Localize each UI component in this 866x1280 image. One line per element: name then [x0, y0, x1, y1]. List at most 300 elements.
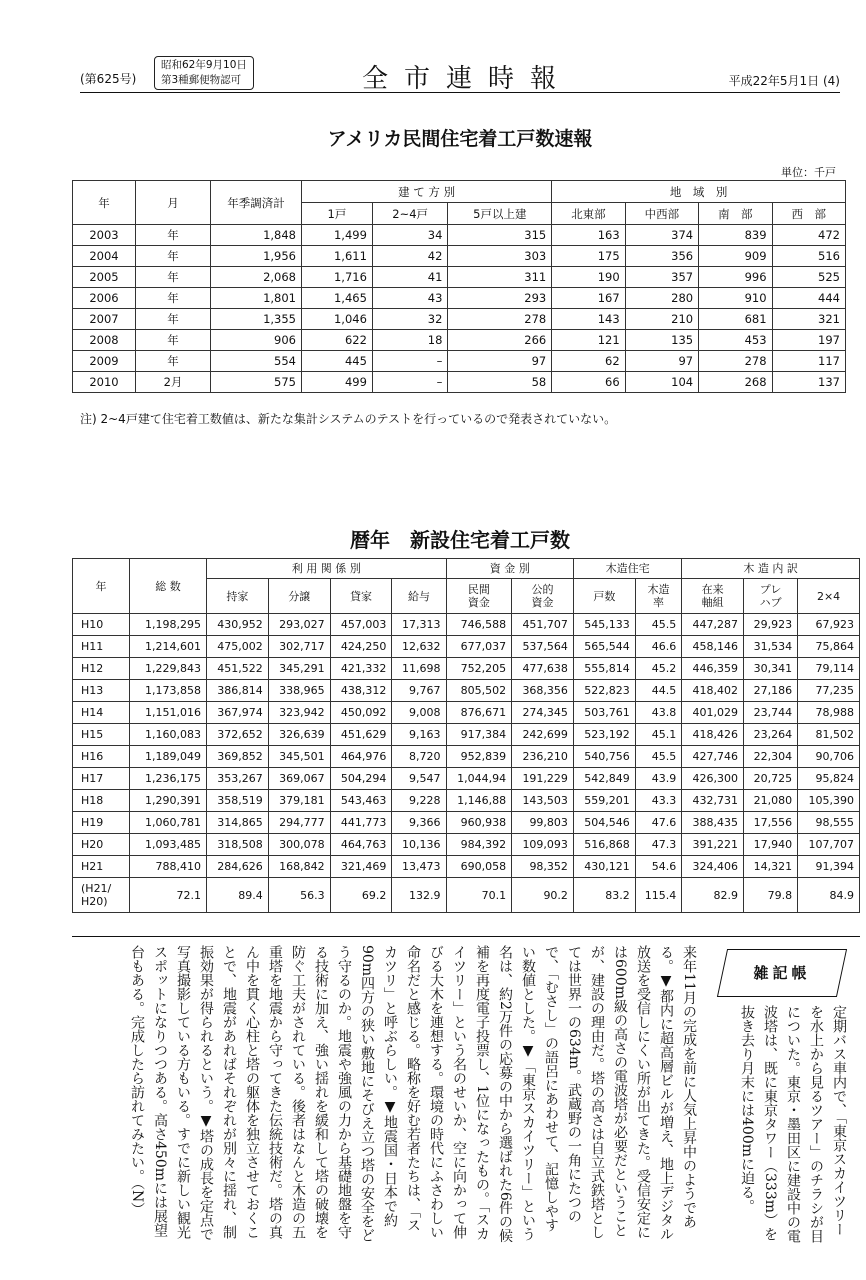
- cell-mw: 357: [625, 267, 698, 288]
- cell-rate: 45.5: [635, 614, 681, 636]
- cell-five: 58: [448, 372, 552, 393]
- cell-tbf: 95,824: [798, 768, 860, 790]
- header-seasonal-total: 年季調済計: [211, 181, 302, 225]
- cell-total: 1,236,175: [130, 768, 207, 790]
- cell-priv: 876,671: [446, 702, 512, 724]
- cell-ne: 190: [552, 267, 625, 288]
- cell-year: 2007: [73, 309, 136, 330]
- table-row: [73, 856, 860, 878]
- cell-rate: 44.5: [635, 680, 681, 702]
- cell-y: H13: [73, 680, 130, 702]
- cell-conv: 418,402: [682, 680, 744, 702]
- cell-month: 年: [136, 267, 211, 288]
- cell-month: 年: [136, 246, 211, 267]
- cell-pub: 242,699: [512, 724, 574, 746]
- cell-mw: 104: [625, 372, 698, 393]
- cell-wood: 503,761: [573, 702, 635, 724]
- cell-ne: 167: [552, 288, 625, 309]
- cell-total: 72.1: [130, 878, 207, 913]
- table-row: [73, 878, 860, 913]
- cell-year: 2006: [73, 288, 136, 309]
- cell-five: 311: [448, 267, 552, 288]
- cell-one: 1,716: [302, 267, 373, 288]
- cell-year: 2003: [73, 225, 136, 246]
- cell-tbf: 75,864: [798, 636, 860, 658]
- cell-one: 1,046: [302, 309, 373, 330]
- cell-tbf: 67,923: [798, 614, 860, 636]
- cell-tbf: 90,706: [798, 746, 860, 768]
- cell-rent: 464,976: [330, 746, 392, 768]
- cell-y: H11: [73, 636, 130, 658]
- us-housing-rows: [73, 225, 846, 393]
- cell-ne: 175: [552, 246, 625, 267]
- cell-s: 681: [699, 309, 772, 330]
- cell-own: 451,522: [207, 658, 269, 680]
- cell-total: 1,151,016: [130, 702, 207, 724]
- cell-rent: 421,332: [330, 658, 392, 680]
- unit-label: 単位：千戸: [781, 166, 836, 179]
- cell-rate: 43.3: [635, 790, 681, 812]
- header-usage: 利 用 関 係 別: [207, 559, 447, 579]
- header-region: 地 域 別: [552, 181, 846, 203]
- cell-year: 2008: [73, 330, 136, 351]
- cell-issued: 10,136: [392, 834, 446, 856]
- header-prefab: プレ ハブ: [744, 579, 798, 614]
- header-midwest: 中西部: [625, 203, 698, 225]
- header-wood-units: 戸数: [573, 579, 635, 614]
- cell-mw: 210: [625, 309, 698, 330]
- postal-permit-date: 昭和62年9月10日: [161, 59, 247, 71]
- header-month: 月: [136, 181, 211, 225]
- table-row: [73, 614, 860, 636]
- cell-priv: 752,205: [446, 658, 512, 680]
- cell-five: 293: [448, 288, 552, 309]
- cell-sale: 326,639: [268, 724, 330, 746]
- cell-w: 525: [772, 267, 845, 288]
- cell-tbf: 77,235: [798, 680, 860, 702]
- cell-one: 1,611: [302, 246, 373, 267]
- cell-tbf: 84.9: [798, 878, 860, 913]
- cell-two: –: [372, 372, 448, 393]
- cell-rent: 457,003: [330, 614, 392, 636]
- cell-s: 278: [699, 351, 772, 372]
- cell-y: H17: [73, 768, 130, 790]
- cell-sale: 379,181: [268, 790, 330, 812]
- header-two-by-four: 2×4: [798, 579, 860, 614]
- cell-priv: 917,384: [446, 724, 512, 746]
- cell-own: 318,508: [207, 834, 269, 856]
- cell-pub: 90.2: [512, 878, 574, 913]
- cell-y: (H21/ H20): [73, 878, 130, 913]
- cell-own: 89.4: [207, 878, 269, 913]
- cell-year: 2009: [73, 351, 136, 372]
- cell-rent: 543,463: [330, 790, 392, 812]
- cell-conv: 388,435: [682, 812, 744, 834]
- cell-pub: 99,803: [512, 812, 574, 834]
- table-row: [73, 746, 860, 768]
- cell-priv: 1,044,94: [446, 768, 512, 790]
- header-fund: 資 金 別: [446, 559, 573, 579]
- cell-wood: 540,756: [573, 746, 635, 768]
- cell-issued: 17,313: [392, 614, 446, 636]
- cell-two: –: [372, 351, 448, 372]
- cell-issued: 9,767: [392, 680, 446, 702]
- cell-pre: 23,264: [744, 724, 798, 746]
- cell-year: 2010: [73, 372, 136, 393]
- cell-pub: 98,352: [512, 856, 574, 878]
- cell-two: 32: [372, 309, 448, 330]
- cell-wood: 504,546: [573, 812, 635, 834]
- cell-five: 97: [448, 351, 552, 372]
- cell-conv: 82.9: [682, 878, 744, 913]
- header-private-fund: 民間 資金: [446, 579, 512, 614]
- cell-one: 499: [302, 372, 373, 393]
- cell-total: 1,060,781: [130, 812, 207, 834]
- cell-priv: 677,037: [446, 636, 512, 658]
- cell-s: 453: [699, 330, 772, 351]
- table-row: [73, 351, 846, 372]
- table-row: [73, 724, 860, 746]
- cell-y: H16: [73, 746, 130, 768]
- cell-w: 472: [772, 225, 845, 246]
- cell-total: 1,093,485: [130, 834, 207, 856]
- cell-own: 369,852: [207, 746, 269, 768]
- cell-issued: 9,366: [392, 812, 446, 834]
- cell-w: 197: [772, 330, 845, 351]
- cell-s: 910: [699, 288, 772, 309]
- cell-tbf: 81,502: [798, 724, 860, 746]
- cell-rent: 69.2: [330, 878, 392, 913]
- cell-month: 年: [136, 351, 211, 372]
- housing-starts-title: 暦年 新設住宅着工戸数: [350, 528, 570, 552]
- cell-pre: 79.8: [744, 878, 798, 913]
- newspaper-title: 全市連時報: [362, 64, 573, 94]
- cell-issued: 12,632: [392, 636, 446, 658]
- cell-pre: 17,556: [744, 812, 798, 834]
- cell-rate: 43.8: [635, 702, 681, 724]
- header-one-unit: 1戸: [302, 203, 373, 225]
- cell-wood: 523,192: [573, 724, 635, 746]
- cell-priv: 952,839: [446, 746, 512, 768]
- cell-rent: 438,312: [330, 680, 392, 702]
- cell-issued: 9,547: [392, 768, 446, 790]
- cell-sale: 369,067: [268, 768, 330, 790]
- cell-rate: 43.9: [635, 768, 681, 790]
- cell-five: 278: [448, 309, 552, 330]
- cell-wood: 542,849: [573, 768, 635, 790]
- cell-month: 年: [136, 309, 211, 330]
- cell-tbf: 107,707: [798, 834, 860, 856]
- cell-rent: 450,092: [330, 702, 392, 724]
- cell-ne: 121: [552, 330, 625, 351]
- cell-w: 516: [772, 246, 845, 267]
- cell-priv: 70.1: [446, 878, 512, 913]
- cell-own: 367,974: [207, 702, 269, 724]
- cell-one: 622: [302, 330, 373, 351]
- cell-total: 1,956: [211, 246, 302, 267]
- header-conventional: 在来 軸組: [682, 579, 744, 614]
- cell-wood: 565,544: [573, 636, 635, 658]
- header-south: 南 部: [699, 203, 772, 225]
- cell-y: H15: [73, 724, 130, 746]
- cell-conv: 391,221: [682, 834, 744, 856]
- cell-priv: 690,058: [446, 856, 512, 878]
- cell-rent: 451,629: [330, 724, 392, 746]
- cell-own: 475,002: [207, 636, 269, 658]
- cell-mw: 97: [625, 351, 698, 372]
- cell-pre: 20,725: [744, 768, 798, 790]
- cell-pre: 17,940: [744, 834, 798, 856]
- cell-sale: 302,717: [268, 636, 330, 658]
- cell-y: H12: [73, 658, 130, 680]
- cell-pre: 14,321: [744, 856, 798, 878]
- cell-mw: 374: [625, 225, 698, 246]
- cell-issued: 13,473: [392, 856, 446, 878]
- cell-two: 43: [372, 288, 448, 309]
- cell-w: 137: [772, 372, 845, 393]
- cell-total: 1,198,295: [130, 614, 207, 636]
- cell-priv: 984,392: [446, 834, 512, 856]
- cell-wood: 83.2: [573, 878, 635, 913]
- cell-total: 906: [211, 330, 302, 351]
- us-housing-title: アメリカ民間住宅着工戸数速報: [327, 128, 593, 150]
- cell-w: 321: [772, 309, 845, 330]
- cell-rate: 47.6: [635, 812, 681, 834]
- cell-tbf: 105,390: [798, 790, 860, 812]
- cell-sale: 323,942: [268, 702, 330, 724]
- column-article: [72, 936, 860, 1257]
- cell-conv: 427,746: [682, 746, 744, 768]
- cell-pre: 27,186: [744, 680, 798, 702]
- cell-five: 315: [448, 225, 552, 246]
- cell-total: 1,801: [211, 288, 302, 309]
- cell-five: 303: [448, 246, 552, 267]
- cell-y: H20: [73, 834, 130, 856]
- cell-five: 266: [448, 330, 552, 351]
- cell-y: H21: [73, 856, 130, 878]
- cell-conv: 401,029: [682, 702, 744, 724]
- cell-conv: 432,731: [682, 790, 744, 812]
- cell-rent: 504,294: [330, 768, 392, 790]
- table-row: [73, 372, 846, 393]
- cell-total: 554: [211, 351, 302, 372]
- cell-total: 1,355: [211, 309, 302, 330]
- cell-own: 284,626: [207, 856, 269, 878]
- table-row: [73, 309, 846, 330]
- cell-sale: 345,291: [268, 658, 330, 680]
- cell-total: 1,189,049: [130, 746, 207, 768]
- cell-conv: 426,300: [682, 768, 744, 790]
- header-owned: 持家: [207, 579, 269, 614]
- table-row: [73, 702, 860, 724]
- cell-conv: 418,426: [682, 724, 744, 746]
- cell-pub: 143,503: [512, 790, 574, 812]
- header-west: 西 部: [772, 203, 845, 225]
- cell-rate: 45.1: [635, 724, 681, 746]
- cell-one: 1,499: [302, 225, 373, 246]
- cell-month: 2月: [136, 372, 211, 393]
- cell-issued: 8,720: [392, 746, 446, 768]
- column-main-text: 来年11月の完成を前に人気上昇中のようである。▼都内に超高層ビルが増え、地上デジタル放送を受信しにくい所が出てきた。受信安定には600m級の高さの電波塔が必要だということが、建設の理由だ。塔の高さは自立式鉄塔としては世界一の634m。武蔵野の一角にたつので、「むさし」の語呂にあわせて、記憶しやすい数値とした。▼「東京スカイツリー」という名は、約2万件の応募の中から選ばれた6件の候補を再度電子投票し、1位になったもの。「スカイツリー」という名のせいか、空に向かって伸びる大木を連想する。環境の時代にふさわしい命名だと感じる。略称を好む若者たちは、「スカツリ」と呼ぶらしい。▼地震国・日本で約90m四方の狭い敷地にそびえ立つ塔の安全をどう守るのか。地震や強風の力から基礎地盤を守る技術に加え、強い揺れを緩和して塔の破壊を防ぐ工夫がされている。後者はなんと木造の五重塔を地震から守ってきた伝統技術だ。塔の真ん中を貫く心柱と塔の躯体を独立させておくことで、地震があればそれぞれが別々に揺れ、制振効果が得られるという。▼塔の成長を定点で写真撮影している方もいる。すでに新しい観光スポットになりつつある。高さ450mには展望台もある。完成したら訪れてみたい。（N）: [129, 945, 697, 1243]
- cell-rate: 115.4: [635, 878, 681, 913]
- cell-total: 1,214,601: [130, 636, 207, 658]
- cell-total: 575: [211, 372, 302, 393]
- header-build-type: 建 て 方 別: [302, 181, 552, 203]
- header-wooden-housing: 木造住宅: [573, 559, 681, 579]
- cell-y: H18: [73, 790, 130, 812]
- column-opening-text: 定期バス車内で、「東京スカイツリーを水上から見るツアー」のチラシが目についた。東京・墨田区に建設中の電波塔は、既に東京タワー（333m）を抜き去り月末には400mに迫る。: [739, 1005, 847, 1243]
- header-year: 年: [73, 181, 136, 225]
- cell-wood: 516,868: [573, 834, 635, 856]
- header-year: 年: [73, 559, 130, 614]
- cell-ne: 143: [552, 309, 625, 330]
- cell-mw: 280: [625, 288, 698, 309]
- table-row: [73, 288, 846, 309]
- cell-total: 1,173,858: [130, 680, 207, 702]
- cell-rent: 424,250: [330, 636, 392, 658]
- cell-own: 430,952: [207, 614, 269, 636]
- table-row: [73, 246, 846, 267]
- cell-tbf: 78,988: [798, 702, 860, 724]
- cell-pub: 477,638: [512, 658, 574, 680]
- cell-y: H10: [73, 614, 130, 636]
- cell-y: H19: [73, 812, 130, 834]
- cell-rate: 54.6: [635, 856, 681, 878]
- header-rental: 貸家: [330, 579, 392, 614]
- cell-priv: 746,588: [446, 614, 512, 636]
- cell-wood: 555,814: [573, 658, 635, 680]
- cell-total: 1,848: [211, 225, 302, 246]
- cell-sale: 294,777: [268, 812, 330, 834]
- header-wood-breakdown: 木 造 内 訳: [682, 559, 860, 579]
- cell-own: 386,814: [207, 680, 269, 702]
- housing-starts-table: [72, 558, 860, 913]
- cell-priv: 805,502: [446, 680, 512, 702]
- cell-rent: 321,469: [330, 856, 392, 878]
- table-note: 注) 2~4戸建て住宅着工数値は、新たな集計システムのテストを行っているので発表されていない。: [80, 412, 617, 426]
- cell-sale: 56.3: [268, 878, 330, 913]
- masthead: [80, 52, 840, 98]
- cell-total: 1,160,083: [130, 724, 207, 746]
- cell-priv: 1,146,88: [446, 790, 512, 812]
- cell-rent: 441,773: [330, 812, 392, 834]
- column-badge: [717, 949, 847, 997]
- cell-year: 2005: [73, 267, 136, 288]
- cell-pre: 31,534: [744, 636, 798, 658]
- cell-issued: 9,228: [392, 790, 446, 812]
- cell-own: 372,652: [207, 724, 269, 746]
- cell-sale: 168,842: [268, 856, 330, 878]
- cell-rate: 45.2: [635, 658, 681, 680]
- cell-y: H14: [73, 702, 130, 724]
- cell-wood: 522,823: [573, 680, 635, 702]
- cell-rent: 464,763: [330, 834, 392, 856]
- header-two-four-units: 2~4戸: [372, 203, 448, 225]
- cell-year: 2004: [73, 246, 136, 267]
- cell-sale: 293,027: [268, 614, 330, 636]
- postal-permit-class: 第3種郵便物認可: [161, 74, 242, 86]
- cell-total: 1,290,391: [130, 790, 207, 812]
- cell-w: 117: [772, 351, 845, 372]
- header-five-plus-units: 5戸以上建: [448, 203, 552, 225]
- header-public-fund: 公的 資金: [512, 579, 574, 614]
- cell-own: 353,267: [207, 768, 269, 790]
- postal-permit-box: [154, 56, 254, 90]
- cell-sale: 338,965: [268, 680, 330, 702]
- header-northeast: 北東部: [552, 203, 625, 225]
- cell-pub: 274,345: [512, 702, 574, 724]
- cell-month: 年: [136, 225, 211, 246]
- cell-one: 1,465: [302, 288, 373, 309]
- cell-sale: 300,078: [268, 834, 330, 856]
- cell-pre: 23,744: [744, 702, 798, 724]
- cell-mw: 356: [625, 246, 698, 267]
- cell-tbf: 91,394: [798, 856, 860, 878]
- cell-two: 18: [372, 330, 448, 351]
- cell-ne: 62: [552, 351, 625, 372]
- us-housing-table: [72, 180, 846, 393]
- cell-w: 444: [772, 288, 845, 309]
- cell-pub: 236,210: [512, 746, 574, 768]
- issue-number: (第625号): [80, 72, 137, 86]
- table-row: [73, 658, 860, 680]
- cell-total: 2,068: [211, 267, 302, 288]
- table-row: [73, 680, 860, 702]
- cell-pre: 22,304: [744, 746, 798, 768]
- cell-issued: 9,008: [392, 702, 446, 724]
- cell-mw: 135: [625, 330, 698, 351]
- cell-priv: 960,938: [446, 812, 512, 834]
- housing-starts-rows: [73, 614, 860, 913]
- cell-issued: 132.9: [392, 878, 446, 913]
- header-rule: [80, 92, 840, 93]
- publication-date: 平成22年5月1日 (4): [728, 74, 840, 88]
- cell-tbf: 79,114: [798, 658, 860, 680]
- cell-s: 268: [699, 372, 772, 393]
- cell-conv: 458,146: [682, 636, 744, 658]
- header-total: 総 数: [130, 559, 207, 614]
- cell-pre: 30,341: [744, 658, 798, 680]
- cell-issued: 9,163: [392, 724, 446, 746]
- header-for-sale: 分譲: [268, 579, 330, 614]
- cell-s: 996: [699, 267, 772, 288]
- cell-s: 839: [699, 225, 772, 246]
- cell-wood: 430,121: [573, 856, 635, 878]
- cell-two: 42: [372, 246, 448, 267]
- cell-pre: 29,923: [744, 614, 798, 636]
- cell-pub: 191,229: [512, 768, 574, 790]
- cell-conv: 446,359: [682, 658, 744, 680]
- header-issued: 給与: [392, 579, 446, 614]
- cell-ne: 66: [552, 372, 625, 393]
- cell-pub: 537,564: [512, 636, 574, 658]
- cell-s: 909: [699, 246, 772, 267]
- cell-pub: 368,356: [512, 680, 574, 702]
- cell-rate: 47.3: [635, 834, 681, 856]
- cell-ne: 163: [552, 225, 625, 246]
- cell-one: 445: [302, 351, 373, 372]
- table-row: [73, 636, 860, 658]
- cell-rate: 46.6: [635, 636, 681, 658]
- cell-two: 41: [372, 267, 448, 288]
- cell-own: 314,865: [207, 812, 269, 834]
- table-row: [73, 790, 860, 812]
- cell-month: 年: [136, 288, 211, 309]
- cell-own: 358,519: [207, 790, 269, 812]
- table-row: [73, 267, 846, 288]
- column-badge-label: 雑記帳: [753, 964, 811, 982]
- cell-total: 788,410: [130, 856, 207, 878]
